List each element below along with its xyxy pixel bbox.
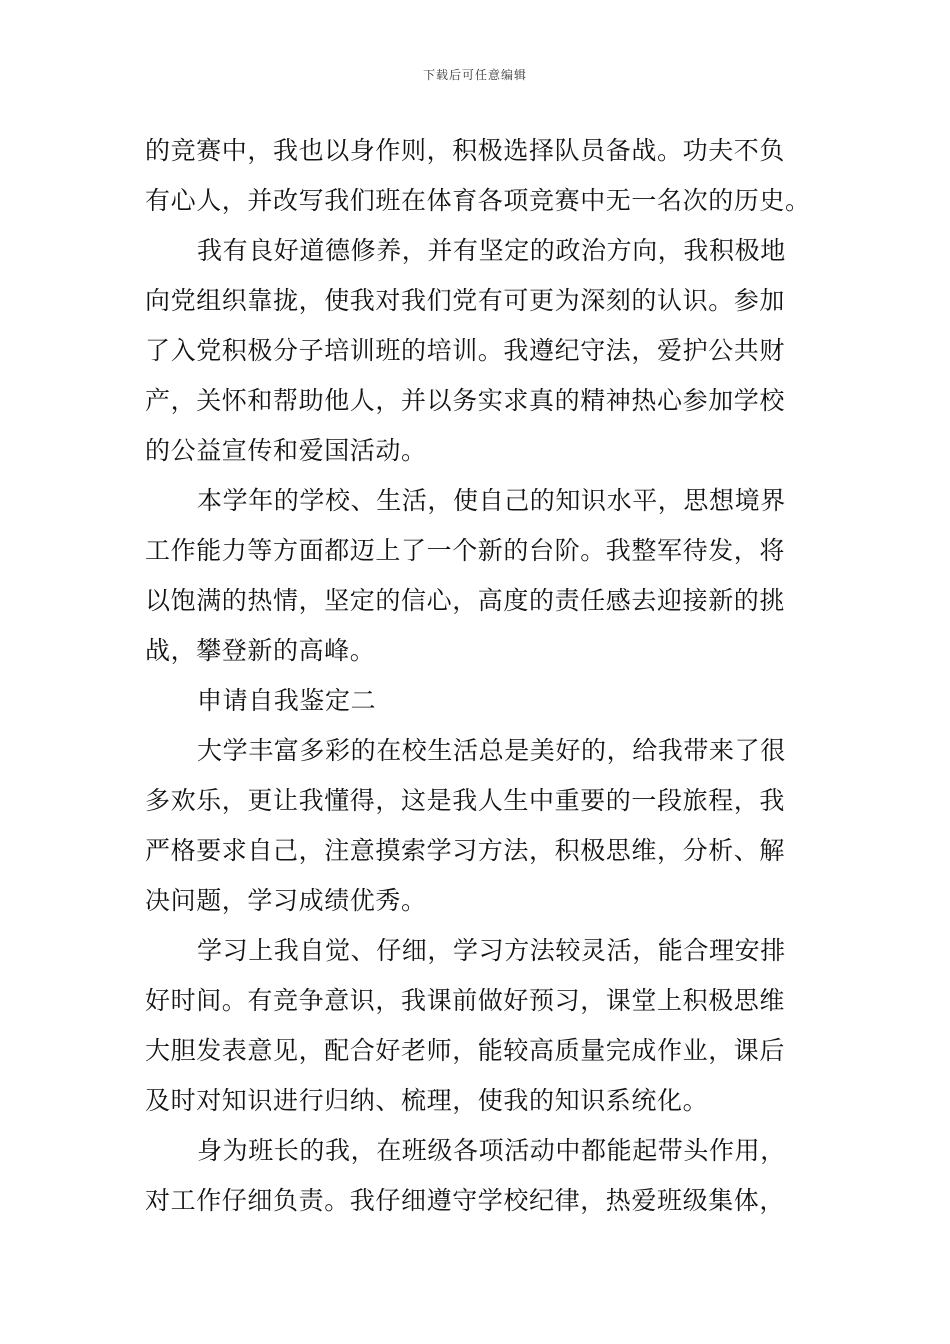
text-line: 大胆发表意见，配合好老师，能较高质量完成作业，课后 bbox=[145, 1036, 786, 1065]
text-line: 向党组织靠拢，使我对我们党有可更为深刻的认识。参加 bbox=[145, 286, 786, 315]
text-line: 的竞赛中，我也以身作则，积极选择队员备战。功夫不负 bbox=[145, 136, 786, 165]
header-note: 下载后可任意编辑 bbox=[422, 68, 527, 82]
text-line: 决问题，学习成绩优秀。 bbox=[145, 886, 427, 915]
text-line: 以饱满的热情，坚定的信心，高度的责任感去迎接新的挑 bbox=[145, 586, 786, 615]
text-line: 工作能力等方面都迈上了一个新的台阶。我整军待发，将 bbox=[145, 536, 786, 565]
text-line: 的公益宣传和爱国活动。 bbox=[145, 436, 427, 465]
section-heading: 申请自我鉴定二 bbox=[197, 686, 377, 715]
text-line: 产，关怀和帮助他人，并以务实求真的精神热心参加学校 bbox=[145, 386, 786, 415]
text-line: 及时对知识进行归纳、梳理，使我的知识系统化。 bbox=[145, 1086, 709, 1115]
text-line: 好时间。有竞争意识，我课前做好预习，课堂上积极思维 bbox=[145, 986, 786, 1015]
text-line: 了入党积极分子培训班的培训。我遵纪守法，爱护公共财 bbox=[145, 336, 786, 365]
paragraph-start-line: 大学丰富多彩的在校生活总是美好的，给我带来了很 bbox=[197, 736, 786, 765]
text-line: 严格要求自己，注意摸索学习方法，积极思维，分析、解 bbox=[145, 836, 786, 865]
paragraph-start-line: 我有良好道德修养，并有坚定的政治方向，我积极地 bbox=[197, 236, 786, 265]
paragraph-start-line: 学习上我自觉、仔细，学习方法较灵活，能合理安排 bbox=[197, 936, 786, 965]
paragraph-start-line: 本学年的学校、生活，使自己的知识水平，思想境界 bbox=[197, 486, 786, 515]
text-line: 对工作仔细负责。我仔细遵守学校纪律，热爱班级集体， bbox=[145, 1186, 786, 1215]
text-line: 多欢乐，更让我懂得，这是我人生中重要的一段旅程，我 bbox=[145, 786, 786, 815]
text-line: 战，攀登新的高峰。 bbox=[145, 636, 376, 665]
paragraph-start-line: 身为班长的我，在班级各项活动中都能起带头作用， bbox=[197, 1136, 786, 1165]
body-text bbox=[145, 126, 810, 1226]
text-line: 有心人，并改写我们班在体育各项竞赛中无一名次的历史。 bbox=[145, 186, 811, 215]
